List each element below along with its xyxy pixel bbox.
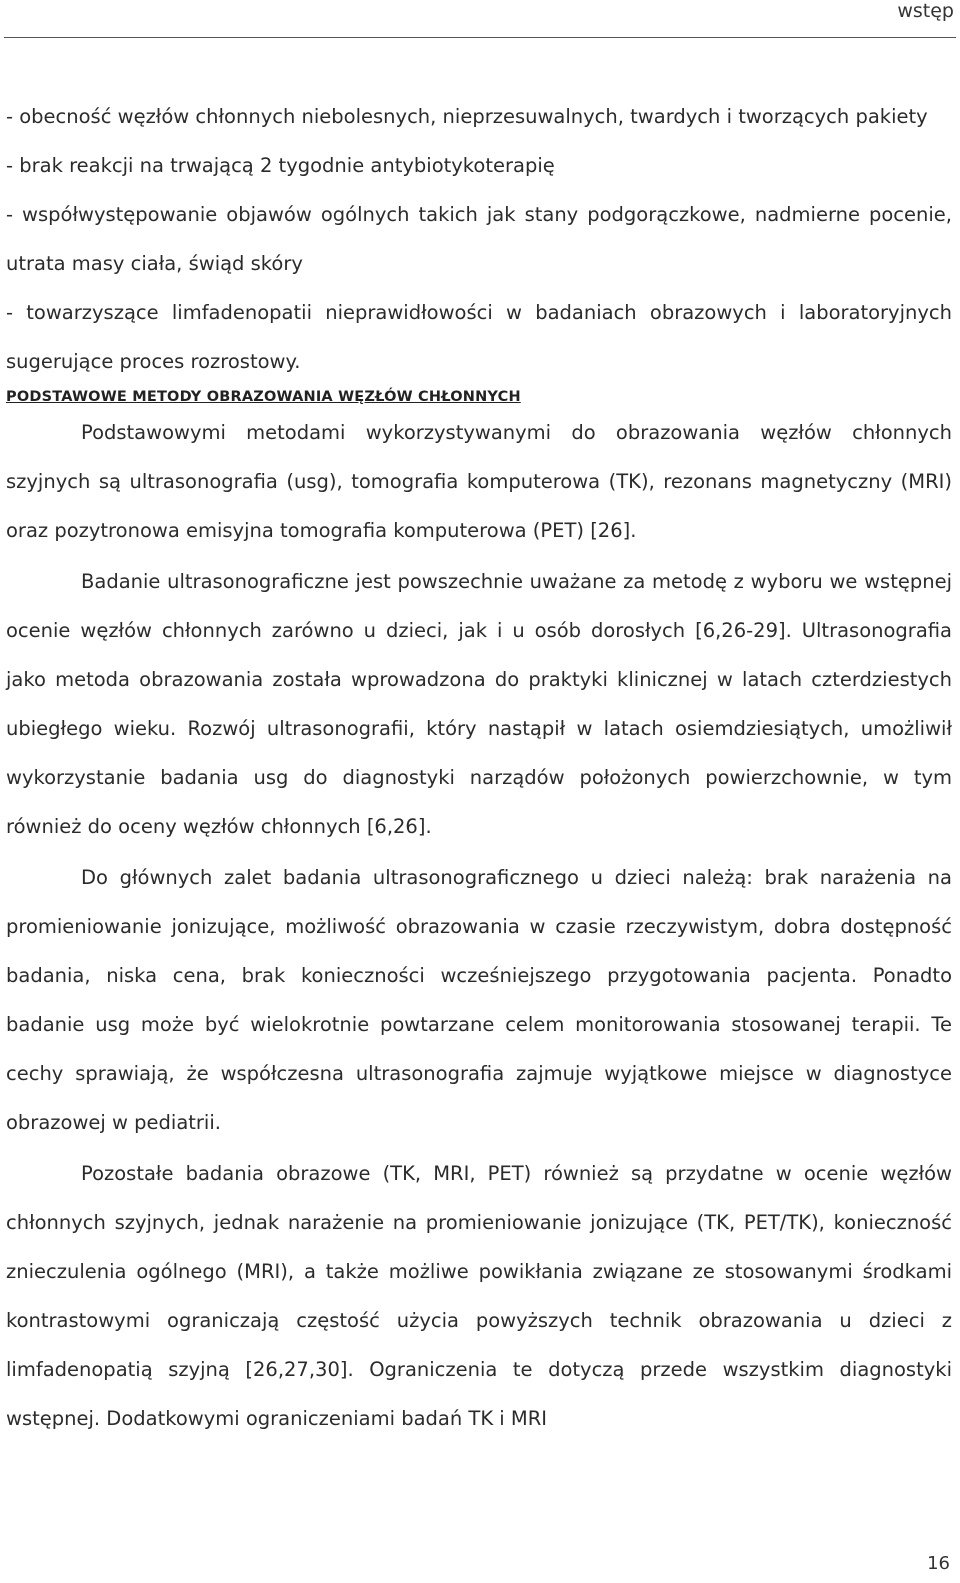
list-item: - obecność węzłów chłonnych niebolesnych, nieprzesuwalnych, twardych i tworzących pakiety (6, 105, 928, 128)
list-item: - towarzyszące limfadenopatii nieprawidłowości w badaniach obrazowych i laboratoryjnych sugerujące proces rozrostowy. (6, 301, 952, 373)
running-header: wstęp (897, 0, 954, 22)
section-heading: PODSTAWOWE METODY OBRAZOWANIA WĘZŁÓW CHŁONNYCH (6, 389, 521, 405)
page-number: 16 (927, 1553, 950, 1574)
paragraph: Badanie ultrasonograficzne jest powszechnie uważane za metodę z wyboru we wstępnej ocenie węzłów chłonnych zarówno u dzieci, jak i u osób dorosłych [6,26-29]. Ultrasonografia jako metoda obrazowania została wprowadzona do praktyki klinicznej w latach czterdziestych ubiegłego wieku. Rozwój ultrasonografii, który nastąpił w latach osiemdziesiątych, umożliwił wykorzystanie badania usg do diagnostyki narządów położonych powierzchownie, w tym również do oceny węzłów chłonnych [6,26]. (6, 570, 952, 838)
paragraph: Pozostałe badania obrazowe (TK, MRI, PET) również są przydatne w ocenie węzłów chłonnych szyjnych, jednak narażenie na promieniowanie jonizujące (TK, PET/TK), konieczność znieczulenia ogólnego (MRI), a także możliwe powikłania związane ze stosowanymi środkami kontrastowymi ograniczają częstość użycia powyższych technik obrazowania u dzieci z limfadenopatią szyjną [26,27,30]. Ograniczenia te dotyczą przede wszystkim diagnostyki wstępnej. Dodatkowymi ograniczeniami badań TK i MRI (6, 1162, 952, 1430)
list-item: - współwystępowanie objawów ogólnych takich jak stany podgorączkowe, nadmierne pocenie, utrata masy ciała, świąd skóry (6, 203, 952, 275)
page-body (6, 92, 952, 1443)
paragraph: Podstawowymi metodami wykorzystywanymi do obrazowania węzłów chłonnych szyjnych są ultrasonografia (usg), tomografia komputerowa (TK), rezonans magnetyczny (MRI) oraz pozytronowa emisyjna tomografia komputerowa (PET) [26]. (6, 421, 952, 542)
list-item: - brak reakcji na trwającą 2 tygodnie antybiotykoterapię (6, 154, 555, 177)
header-divider (4, 37, 956, 38)
paragraph: Do głównych zalet badania ultrasonograficznego u dzieci należą: brak narażenia na promieniowanie jonizujące, możliwość obrazowania w czasie rzeczywistym, dobra dostępność badania, niska cena, brak konieczności wcześniejszego przygotowania pacjenta. Ponadto badanie usg może być wielokrotnie powtarzane celem monitorowania stosowanej terapii. Te cechy sprawiają, że współczesna ultrasonografia zajmuje wyjątkowe miejsce w diagnostyce obrazowej w pediatrii. (6, 866, 952, 1134)
